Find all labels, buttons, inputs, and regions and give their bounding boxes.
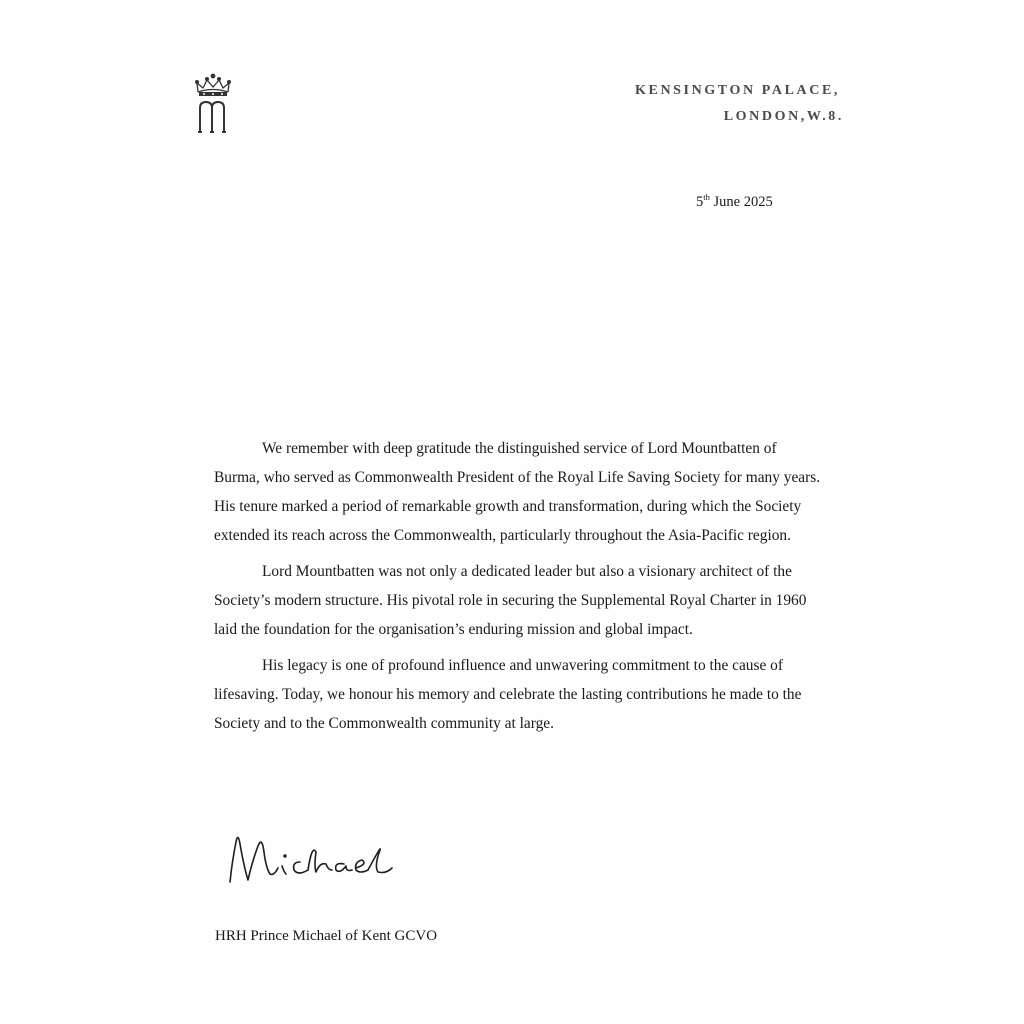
letter-body <box>214 434 826 745</box>
date-day: 5 <box>696 194 704 210</box>
date-suffix: th <box>703 192 710 202</box>
letter-date <box>696 192 773 211</box>
body-paragraph: His legacy is one of profound influence and unwavering commitment to the cause of lifesaving. Today, we honour his memory and celebrate the lasting contributions he made to the Society and to the Commonwealth community at large. <box>214 657 802 732</box>
date-month-year: June 2025 <box>709 194 773 210</box>
body-paragraph: We remember with deep gratitude the distinguished service of Lord Mountbatten of Burma, who served as Commonwealth President of the Royal Life Saving Society for many years. His tenure marked a period of remarkable growth and transformation, during which the Society extended its reach across the Commonwealth, particularly throughout the Asia-Pacific region. <box>214 440 821 544</box>
crown-monogram-icon <box>193 70 233 140</box>
handwritten-signature <box>222 822 422 892</box>
signatory-name: HRH Prince Michael of Kent GCVO <box>215 928 438 944</box>
letterhead-address <box>635 78 844 130</box>
body-paragraph: Lord Mountbatten was not only a dedicated leader but also a visionary architect of the Society’s modern structure. His pivotal role in securing the Supplemental Royal Charter in 1960 laid the foundation for the organisation’s enduring mission and global impact. <box>214 563 807 638</box>
letterhead-line-1: KENSINGTON PALACE, <box>635 83 840 98</box>
letterhead-line-2: LONDON,W.8. <box>723 109 844 124</box>
